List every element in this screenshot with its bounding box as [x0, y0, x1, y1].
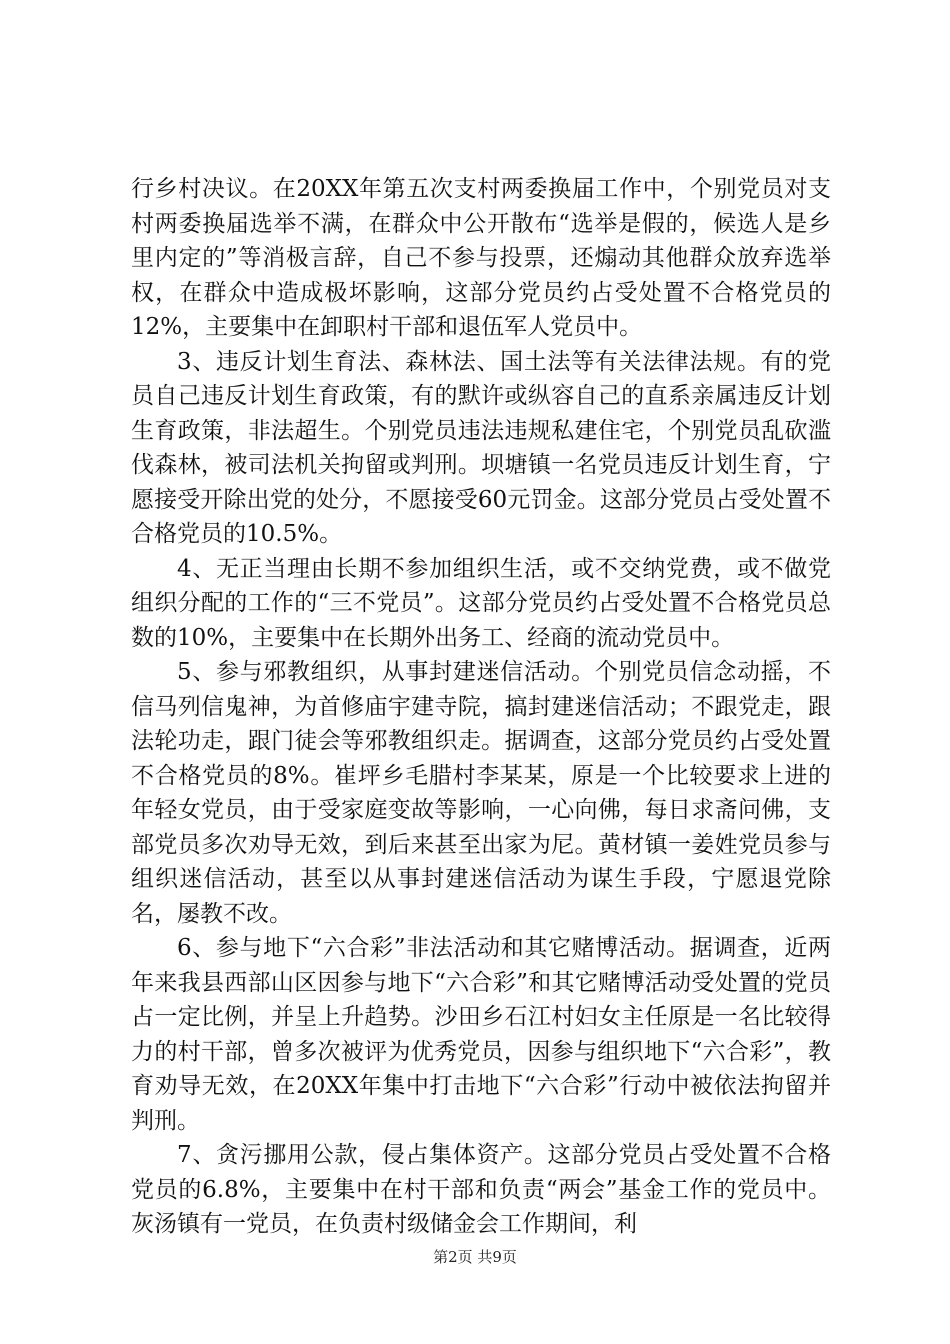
paragraph-item-6: 6、参与地下“六合彩”非法活动和其它赌博活动。据调查，近两年来我县西部山区因参与地下“六合彩”和其它赌博活动受处置的党员占一定比例，并呈上升趋势。沙田乡石江村妇女主任原是一名比较得力的村干部，曾多次被评为优秀党员，因参与组织地下“六合彩”，教育劝导无效，在20XX年集中打击地下“六合彩”行动中被依法拘留并判刑。 — [131, 935, 831, 1134]
page-footer: 第2页 共9页 — [433, 1248, 517, 1266]
paragraph-item-5: 5、参与邪教组织，从事封建迷信活动。个别党员信念动摇，不信马列信鬼神，为首修庙宇建寺院，搞封建迷信活动；不跟党走，跟法轮功走，跟门徒会等邪教组织走。据调查，这部分党员约占受处置不合格党员的8%。崔坪乡毛腊村李某某，原是一个比较要求上进的年轻女党员，由于受家庭变故等影响，一心向佛，每日求斋问佛，支部党员多次劝导无效，到后来甚至出家为尼。黄材镇一姜姓党员参与组织迷信活动，甚至以从事封建迷信活动为谋生手段，宁愿退党除名，屡教不改。 — [131, 659, 831, 927]
paragraph-item-4: 4、无正当理由长期不参加组织生活，或不交纳党费，或不做党组织分配的工作的“三不党员”。这部分党员约占受处置不合格党员总数的10%，主要集中在长期外出务工、经商的流动党员中。 — [131, 555, 831, 651]
paragraph-item-3: 3、违反计划生育法、森林法、国土法等有关法律法规。有的党员自己违反计划生育政策，有的默许或纵容自己的直系亲属违反计划生育政策，非法超生。个别党员违法违规私建住宅，个别党员乱砍滥伐森林，被司法机关拘留或判刑。坝塘镇一名党员违反计划生育，宁愿接受开除出党的处分，不愿接受60元罚金。这部分党员占受处置不合格党员的10.5%。 — [131, 348, 831, 547]
body-text — [131, 172, 831, 1242]
paragraph-item-7: 7、贪污挪用公款，侵占集体资产。这部分党员占受处置不合格党员的6.8%，主要集中在村干部和负责“两会”基金工作的党员中。灰汤镇有一党员，在负责村级储金会工作期间，利 — [131, 1142, 831, 1237]
paragraph-continuation: 行乡村决议。在20XX年第五次支村两委换届工作中，个别党员对支村两委换届选举不满，在群众中公开散布“选举是假的，候选人是乡里内定的”等消极言辞，自己不参与投票，还煽动其他群众放弃选举权，在群众中造成极坏影响，这部分党员约占受处置不合格党员的12%，主要集中在卸职村干部和退伍军人党员中。 — [131, 176, 831, 340]
